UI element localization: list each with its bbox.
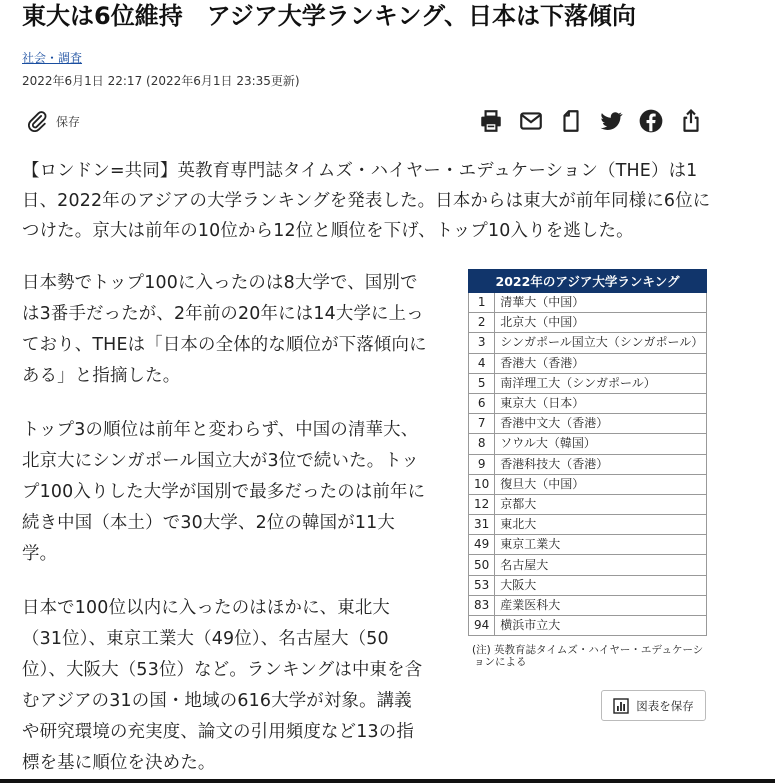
- article-headline: 東大は6位維持 アジア大学ランキング、日本は下落傾向: [22, 2, 637, 30]
- ranking-rank: 9: [469, 454, 495, 474]
- ranking-rank: 2: [469, 313, 495, 333]
- bottom-divider: [0, 779, 775, 783]
- ranking-university: シンガポール国立大（シンガポール）: [495, 333, 707, 353]
- ranking-university: 産業医科大: [495, 595, 707, 615]
- category-link[interactable]: 社会・調査: [22, 51, 83, 65]
- ranking-university: 南洋理工大（シンガポール）: [495, 373, 707, 393]
- ranking-row: [469, 414, 707, 434]
- ranking-row: [469, 515, 707, 535]
- ranking-university: 東京工業大: [495, 535, 707, 555]
- ranking-rank: 50: [469, 555, 495, 575]
- ranking-row: [469, 373, 707, 393]
- ranking-rank: 6: [469, 393, 495, 413]
- ranking-rank: 4: [469, 353, 495, 373]
- ranking-university: 大阪大: [495, 575, 707, 595]
- ranking-row: [469, 293, 707, 313]
- ranking-rank: 1: [469, 293, 495, 313]
- ranking-rank: 7: [469, 414, 495, 434]
- ranking-rank: 8: [469, 434, 495, 454]
- save-article-label: 保存: [56, 114, 81, 129]
- ranking-table: [468, 269, 707, 636]
- ranking-row: [469, 535, 707, 555]
- ranking-row: [469, 434, 707, 454]
- facebook-button[interactable]: [638, 108, 664, 134]
- mail-button[interactable]: [518, 108, 544, 134]
- ranking-table-title: 2022年のアジア大学ランキング: [469, 270, 707, 293]
- ranking-table-body: [469, 293, 707, 636]
- twitter-button[interactable]: [598, 108, 624, 134]
- ranking-university: 北京大（中国）: [495, 313, 707, 333]
- ranking-university: 清華大（中国）: [495, 293, 707, 313]
- bookmark-button[interactable]: [558, 108, 584, 134]
- ranking-row: [469, 313, 707, 333]
- ranking-university: ソウル大（韓国）: [495, 434, 707, 454]
- ranking-table-note: (注) 英教育誌タイムズ・ハイヤー・エデュケーションによる: [472, 644, 704, 669]
- share-toolbar: [0, 108, 775, 138]
- save-chart-label: 図表を保存: [636, 698, 694, 713]
- ranking-rank: 10: [469, 474, 495, 494]
- ranking-rank: 12: [469, 494, 495, 514]
- article-paragraph: トップ3の順位は前年と変わらず、中国の清華大、北京大にシンガポール国立大が3位で続いた。トップ100入りした大学が国別で最多だったのは前年に続き中国（本土）で30大学、2位の韓国が11大学。: [22, 420, 426, 564]
- ranking-row: [469, 494, 707, 514]
- ranking-university: 復旦大（中国）: [495, 474, 707, 494]
- ranking-university: 東京大（日本）: [495, 393, 707, 413]
- ranking-rank: 31: [469, 515, 495, 535]
- ranking-rank: 53: [469, 575, 495, 595]
- ranking-rank: 3: [469, 333, 495, 353]
- share-icon: [678, 108, 704, 134]
- twitter-icon: [598, 108, 624, 134]
- article-dateline: 2022年6月1日 22:17 (2022年6月1日 23:35更新): [22, 74, 300, 88]
- mail-icon: [518, 108, 544, 134]
- share-button[interactable]: [678, 108, 704, 134]
- ranking-rank: 5: [469, 373, 495, 393]
- ranking-university: 香港大（香港）: [495, 353, 707, 373]
- ranking-row: [469, 393, 707, 413]
- ranking-university: 名古屋大: [495, 555, 707, 575]
- print-icon: [478, 108, 504, 134]
- ranking-university: 京都大: [495, 494, 707, 514]
- ranking-rank: 94: [469, 616, 495, 636]
- save-chart-button[interactable]: [601, 690, 706, 721]
- article-lead: 【ロンドン=共同】英教育専門誌タイムズ・ハイヤー・エデュケーション（THE）は1日、2022年のアジアの大学ランキングを発表した。日本からは東大が前年同様に6位につけた。京大は前年の10位から12位と順位を下げ、トップ10入りを逃した。: [22, 161, 711, 241]
- bookmark-icon: [558, 108, 584, 134]
- ranking-row: [469, 595, 707, 615]
- ranking-row: [469, 454, 707, 474]
- ranking-row: [469, 575, 707, 595]
- article-paragraph: 日本で100位以内に入ったのはほかに、東北大（31位）、東京工業大（49位）、名古屋大（50位）、大阪大（53位）など。ランキングは中東を含むアジアの31の国・地域の616大学が対象。講義や研究環境の充実度、論文の引用頻度など13の指標を基に順位を決めた。: [22, 598, 423, 773]
- ranking-row: [469, 616, 707, 636]
- ranking-university: 東北大: [495, 515, 707, 535]
- ranking-rank: 83: [469, 595, 495, 615]
- facebook-icon: [638, 108, 664, 134]
- bar-chart-icon: [613, 698, 629, 714]
- ranking-university: 香港中文大（香港）: [495, 414, 707, 434]
- print-button[interactable]: [478, 108, 504, 134]
- ranking-university: 横浜市立大: [495, 616, 707, 636]
- ranking-university: 香港科技大（香港）: [495, 454, 707, 474]
- ranking-figure: [468, 269, 707, 668]
- ranking-row: [469, 333, 707, 353]
- ranking-rank: 49: [469, 535, 495, 555]
- ranking-row: [469, 353, 707, 373]
- article-paragraph: 日本勢でトップ100に入ったのは8大学で、国別では3番手だったが、2年前の20年には14大学に上っており、THEは「日本の全体的な順位が下落傾向にある」と指摘した。: [22, 273, 427, 386]
- ranking-row: [469, 474, 707, 494]
- ranking-row: [469, 555, 707, 575]
